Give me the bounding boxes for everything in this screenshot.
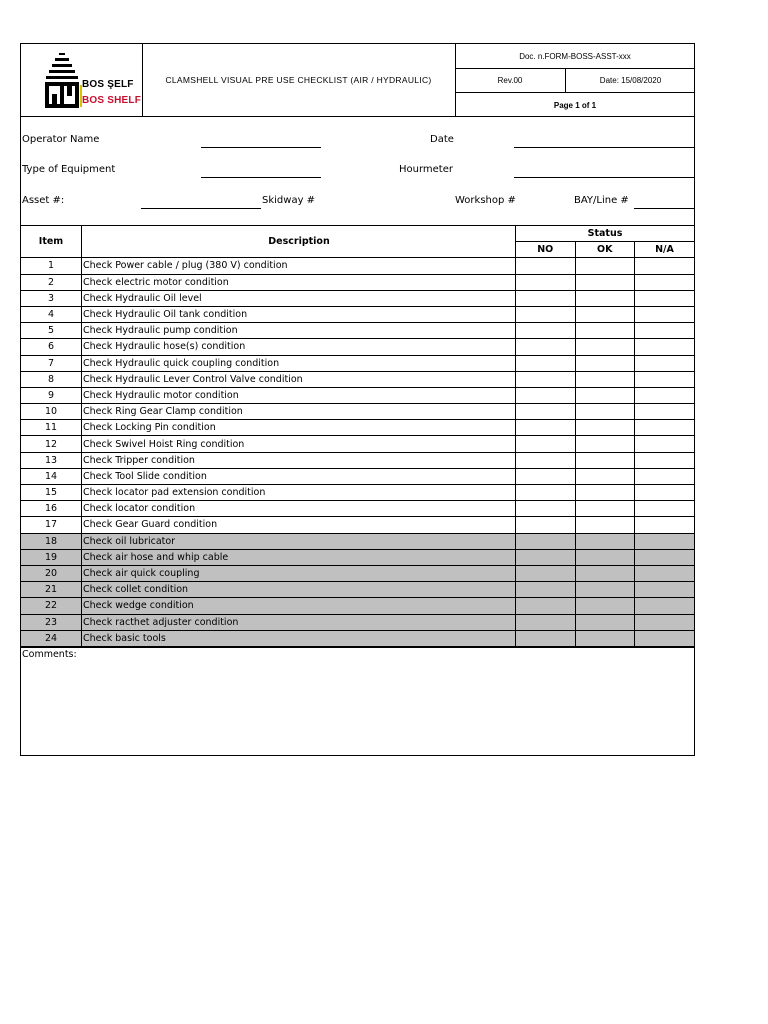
status-no-cell[interactable]: [516, 355, 576, 371]
column-description: Description: [82, 226, 516, 258]
table-row: [21, 306, 694, 322]
status-no-cell[interactable]: [516, 468, 576, 484]
status-ok-cell[interactable]: [575, 355, 635, 371]
date-field[interactable]: [514, 147, 694, 148]
status-ok-cell[interactable]: [575, 582, 635, 598]
page-number: Page 1 of 1: [553, 100, 597, 110]
item-number: 4: [21, 306, 82, 322]
table-row: [21, 420, 694, 436]
status-no-cell[interactable]: [516, 274, 576, 290]
status-na-cell[interactable]: [635, 355, 695, 371]
status-na-cell[interactable]: [635, 517, 695, 533]
status-no-cell[interactable]: [516, 517, 576, 533]
status-no-cell[interactable]: [516, 323, 576, 339]
status-no-cell[interactable]: [516, 339, 576, 355]
item-description: Check Hydraulic Oil tank condition: [82, 306, 516, 322]
item-description: Check basic tools: [82, 630, 516, 646]
item-description: Check air hose and whip cable: [82, 549, 516, 565]
item-number: 10: [21, 404, 82, 420]
status-na-cell[interactable]: [635, 533, 695, 549]
item-description: Check Hydraulic Oil level: [82, 290, 516, 306]
status-na-cell[interactable]: [635, 339, 695, 355]
status-no-cell[interactable]: [516, 565, 576, 581]
table-row: [21, 630, 694, 646]
item-description: Check Tool Slide condition: [82, 468, 516, 484]
status-no-cell[interactable]: [516, 420, 576, 436]
status-no-cell[interactable]: [516, 533, 576, 549]
status-no-cell[interactable]: [516, 598, 576, 614]
status-no-cell[interactable]: [516, 387, 576, 403]
table-row: [21, 404, 694, 420]
hourmeter-label: Hourmeter: [399, 164, 453, 175]
revision-row: [455, 69, 695, 93]
status-ok-cell[interactable]: [575, 517, 635, 533]
item-description: Check Power cable / plug (380 V) condition: [82, 258, 516, 274]
table-row: [21, 339, 694, 355]
table-row: [21, 371, 694, 387]
item-number: 8: [21, 371, 82, 387]
item-description: Check Ring Gear Clamp condition: [82, 404, 516, 420]
status-ok-cell[interactable]: [575, 565, 635, 581]
item-description: Check Tripper condition: [82, 452, 516, 468]
status-ok-cell[interactable]: [575, 614, 635, 630]
status-no-cell[interactable]: [516, 485, 576, 501]
table-header-row-1: [21, 226, 694, 242]
status-no-cell[interactable]: [516, 501, 576, 517]
item-number: 22: [21, 598, 82, 614]
status-ok-cell[interactable]: [575, 274, 635, 290]
status-na-cell[interactable]: [635, 485, 695, 501]
column-status: Status: [516, 226, 695, 242]
status-na-cell[interactable]: [635, 306, 695, 322]
table-row: [21, 468, 694, 484]
table-row: [21, 290, 694, 306]
revision: Rev.00: [497, 76, 523, 85]
status-ok-cell[interactable]: [575, 387, 635, 403]
item-description: Check Locking Pin condition: [82, 420, 516, 436]
item-description: Check locator pad extension condition: [82, 485, 516, 501]
status-na-cell[interactable]: [635, 630, 695, 646]
status-no-cell[interactable]: [516, 290, 576, 306]
comments-box[interactable]: [21, 647, 694, 755]
status-na-cell[interactable]: [635, 468, 695, 484]
equipment-type-field[interactable]: [201, 177, 321, 178]
column-no: NO: [516, 242, 576, 258]
item-description: Check oil lubricator: [82, 533, 516, 549]
status-na-cell[interactable]: [635, 565, 695, 581]
status-ok-cell[interactable]: [575, 306, 635, 322]
workshop-label: Workshop #: [455, 195, 516, 206]
item-description: Check collet condition: [82, 582, 516, 598]
table-row: [21, 549, 694, 565]
status-ok-cell[interactable]: [575, 258, 635, 274]
status-na-cell[interactable]: [635, 436, 695, 452]
table-row: [21, 274, 694, 290]
status-no-cell[interactable]: [516, 452, 576, 468]
item-number: 18: [21, 533, 82, 549]
item-description: Check electric motor condition: [82, 274, 516, 290]
status-na-cell[interactable]: [635, 274, 695, 290]
column-ok: OK: [575, 242, 635, 258]
bay-line-label: BAY/Line #: [574, 195, 629, 206]
item-number: 3: [21, 290, 82, 306]
item-description: Check Hydraulic motor condition: [82, 387, 516, 403]
item-number: 16: [21, 501, 82, 517]
status-na-cell[interactable]: [635, 371, 695, 387]
status-na-cell[interactable]: [635, 598, 695, 614]
item-number: 6: [21, 339, 82, 355]
operator-name-field[interactable]: [201, 147, 321, 148]
item-description: Check locator condition: [82, 501, 516, 517]
equipment-type-label: Type of Equipment: [22, 164, 116, 175]
asset-field[interactable]: [141, 208, 261, 209]
status-na-cell[interactable]: [635, 404, 695, 420]
status-no-cell[interactable]: [516, 258, 576, 274]
status-ok-cell[interactable]: [575, 468, 635, 484]
form-fields: [20, 117, 695, 225]
status-ok-cell[interactable]: [575, 339, 635, 355]
operator-name-label: Operator Name: [22, 134, 100, 145]
status-no-cell[interactable]: [516, 614, 576, 630]
status-na-cell[interactable]: [635, 614, 695, 630]
item-number: 1: [21, 258, 82, 274]
item-number: 19: [21, 549, 82, 565]
table-row: [21, 355, 694, 371]
table-row: [21, 582, 694, 598]
comments-label: Comments:: [22, 648, 77, 660]
asset-label: Asset #:: [22, 195, 65, 206]
item-number: 23: [21, 614, 82, 630]
item-number: 5: [21, 323, 82, 339]
status-no-cell[interactable]: [516, 630, 576, 646]
status-ok-cell[interactable]: [575, 533, 635, 549]
status-no-cell[interactable]: [516, 582, 576, 598]
item-number: 11: [21, 420, 82, 436]
item-description: Check Hydraulic hose(s) condition: [82, 339, 516, 355]
table-row: [21, 485, 694, 501]
status-na-cell[interactable]: [635, 582, 695, 598]
item-number: 9: [21, 387, 82, 403]
item-number: 15: [21, 485, 82, 501]
status-ok-cell[interactable]: [575, 598, 635, 614]
item-number: 17: [21, 517, 82, 533]
item-description: Check air quick coupling: [82, 565, 516, 581]
status-ok-cell[interactable]: [575, 630, 635, 646]
item-number: 13: [21, 452, 82, 468]
status-no-cell[interactable]: [516, 371, 576, 387]
column-item: Item: [21, 226, 82, 258]
table-row: [21, 533, 694, 549]
status-ok-cell[interactable]: [575, 485, 635, 501]
table-row: [21, 501, 694, 517]
document-header: [20, 43, 695, 117]
status-ok-cell[interactable]: [575, 420, 635, 436]
item-number: 7: [21, 355, 82, 371]
status-no-cell[interactable]: [516, 436, 576, 452]
item-description: Check Hydraulic quick coupling condition: [82, 355, 516, 371]
item-description: Check Swivel Hoist Ring condition: [82, 436, 516, 452]
status-na-cell[interactable]: [635, 501, 695, 517]
status-na-cell[interactable]: [635, 387, 695, 403]
status-na-cell[interactable]: [635, 452, 695, 468]
item-number: 24: [21, 630, 82, 646]
skidway-label: Skidway #: [262, 195, 316, 206]
item-description: Check Hydraulic Lever Control Valve condition: [82, 371, 516, 387]
table-row: [21, 436, 694, 452]
table-row: [21, 517, 694, 533]
status-ok-cell[interactable]: [575, 371, 635, 387]
item-number: 20: [21, 565, 82, 581]
status-no-cell[interactable]: [516, 549, 576, 565]
column-na: N/A: [635, 242, 695, 258]
document-title: CLAMSHELL VISUAL PRE USE CHECKLIST (AIR / HYDRAULIC): [142, 44, 456, 116]
item-description: Check Hydraulic pump condition: [82, 323, 516, 339]
status-ok-cell[interactable]: [575, 501, 635, 517]
table-row: [21, 565, 694, 581]
status-no-cell[interactable]: [516, 404, 576, 420]
item-number: 2: [21, 274, 82, 290]
status-no-cell[interactable]: [516, 306, 576, 322]
status-ok-cell[interactable]: [575, 323, 635, 339]
status-na-cell[interactable]: [635, 420, 695, 436]
issue-date: Date: 15/08/2020: [565, 69, 695, 92]
item-number: 14: [21, 468, 82, 484]
item-number: 21: [21, 582, 82, 598]
item-description: Check Gear Guard condition: [82, 517, 516, 533]
item-description: Check racthet adjuster condition: [82, 614, 516, 630]
table-row: [21, 258, 694, 274]
status-ok-cell[interactable]: [575, 452, 635, 468]
status-ok-cell[interactable]: [575, 404, 635, 420]
checklist-table: [20, 225, 695, 756]
status-ok-cell[interactable]: [575, 549, 635, 565]
table-row: [21, 387, 694, 403]
status-ok-cell[interactable]: [575, 290, 635, 306]
status-na-cell[interactable]: [635, 290, 695, 306]
bay-line-field[interactable]: [634, 208, 694, 209]
status-na-cell[interactable]: [635, 258, 695, 274]
table-row: [21, 452, 694, 468]
company-logo: [21, 44, 143, 116]
logo-text-bottom: BOS SHELF: [82, 95, 142, 106]
date-label: Date: [430, 134, 454, 145]
status-ok-cell[interactable]: [575, 436, 635, 452]
doc-number: Doc. n.FORM-BOSS-ASST-xxx: [455, 44, 695, 69]
logo-text-top: BOS ŞELF: [82, 79, 134, 90]
status-na-cell[interactable]: [635, 549, 695, 565]
item-description: Check wedge condition: [82, 598, 516, 614]
status-na-cell[interactable]: [635, 323, 695, 339]
hourmeter-field[interactable]: [514, 177, 694, 178]
table-row: [21, 323, 694, 339]
table-row: [21, 598, 694, 614]
table-row: [21, 614, 694, 630]
item-number: 12: [21, 436, 82, 452]
